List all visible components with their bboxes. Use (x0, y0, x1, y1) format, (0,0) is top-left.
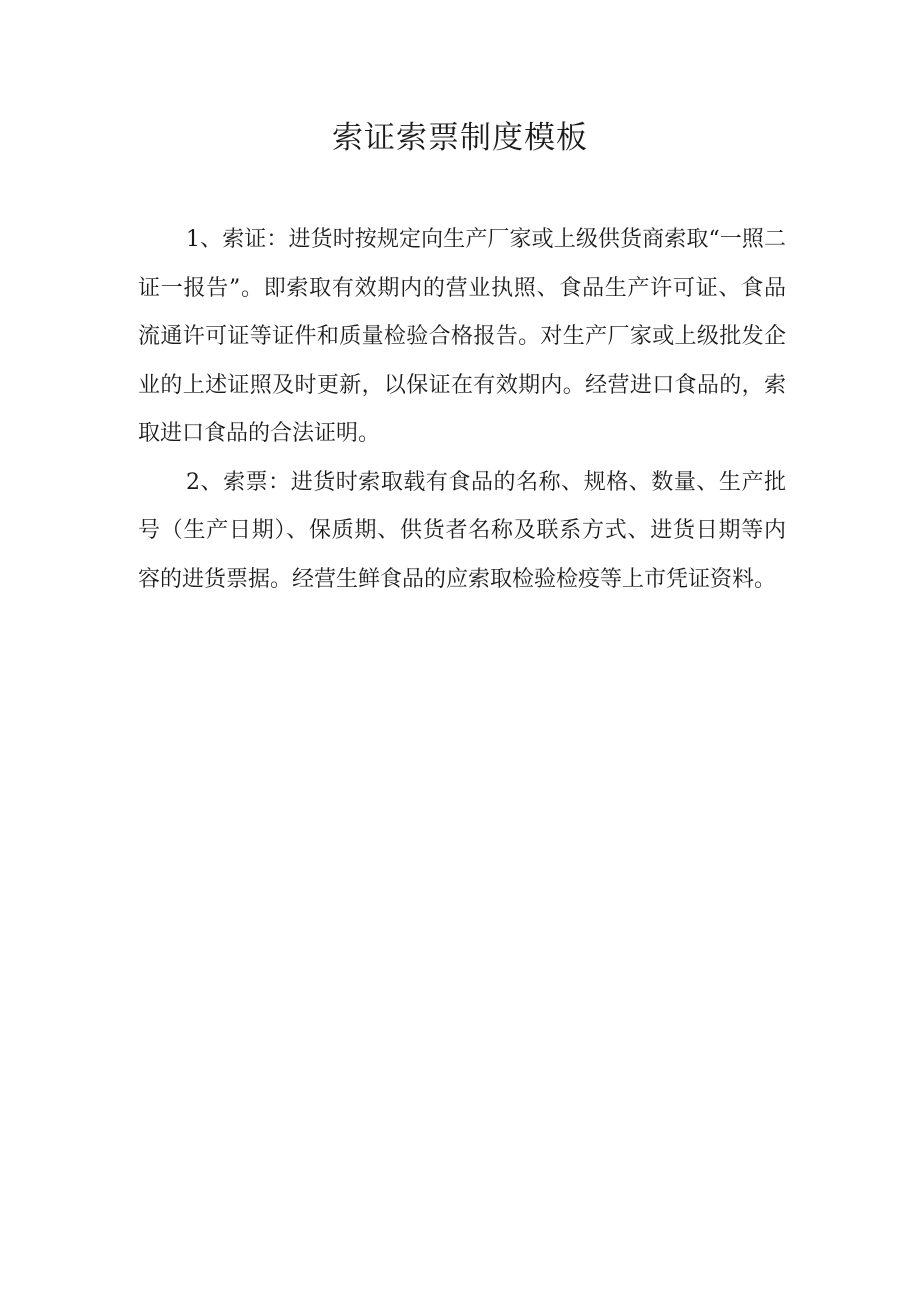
paragraph-invoices: 2、索票：进货时索取载有食品的名称、规格、数量、生产批号（生产日期）、保质期、供货者名称及联系方式、进货日期等内容的进货票据。经营生鲜食品的应索取检验检疫等上市凭证资料。 (138, 469, 786, 592)
document-title: 索证索票制度模板 (332, 120, 588, 156)
document-body (138, 216, 786, 604)
paragraph-certificates: 1、索证：进货时按规定向生产厂家或上级供货商索取“一照二证一报告”。即索取有效期内的营业执照、食品生产许可证、食品流通许可证等证件和质量检验合格报告。对生产厂家或上级批发企业的上述证照及时更新，以保证在有效期内。经营进口食品的，索取进口食品的合法证明。 (138, 227, 786, 446)
